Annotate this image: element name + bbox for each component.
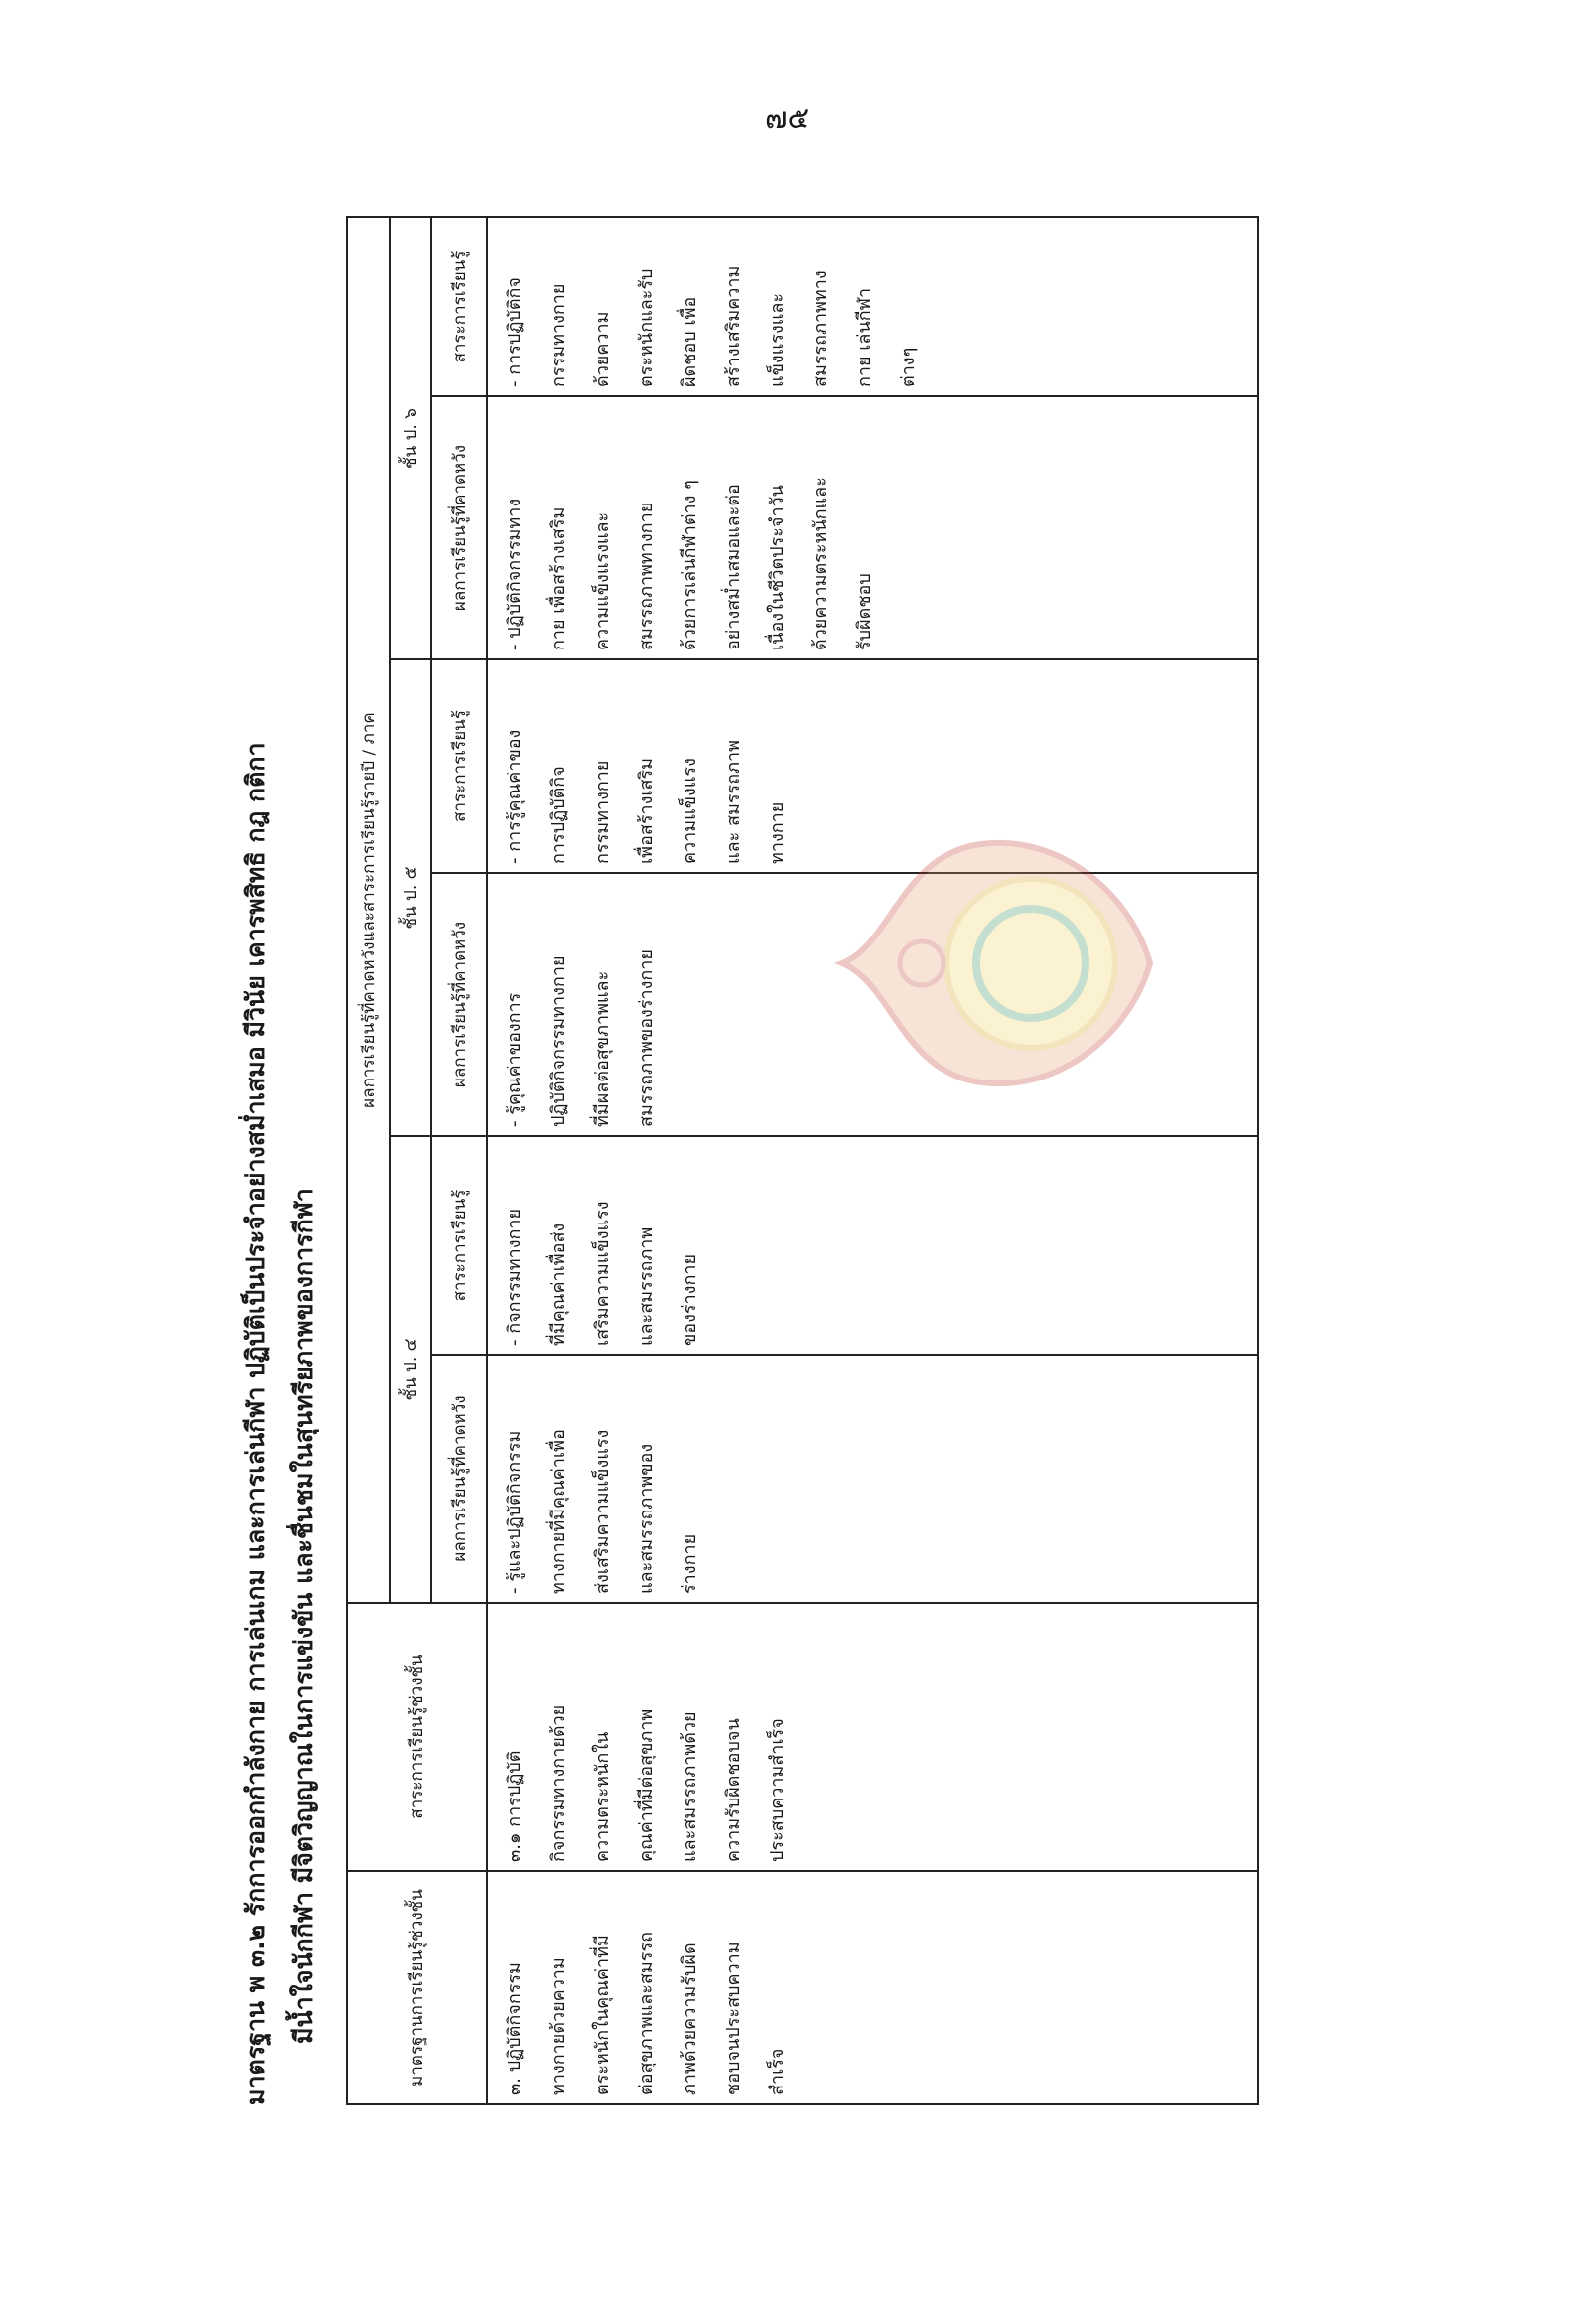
header-content-p6: สาระการเรียนรู้ — [431, 217, 487, 396]
cell-line: ปฏิบัติกิจกรรมทางกาย — [548, 955, 569, 1127]
cell-line: ต่อสุขภาพและสมรรถ — [636, 1931, 656, 2095]
cell-line: ทางกายด้วยความ — [548, 1957, 569, 2095]
cell-line: แข็งแรงและ — [767, 292, 788, 387]
cell-line: ความตระหนักใน — [592, 1731, 613, 1862]
cell-standard — [487, 1871, 1258, 2104]
cell-line: กาย เล่นกีฬา — [854, 287, 875, 387]
cell-p5-outcome — [487, 873, 1258, 1136]
cell-line: ผิดชอบ เพื่อ — [679, 296, 700, 387]
page-number: ๗๕ — [765, 101, 810, 136]
cell-line: ชอบจนประสบความ — [723, 1942, 744, 2095]
cell-line: สมรรถภาพของร่างกาย — [636, 949, 656, 1127]
cell-line: ความรับผิดชอบจน — [723, 1718, 744, 1862]
cell-line: เพื่อสร้างเสริม — [636, 757, 656, 864]
cell-p6-content — [487, 217, 1258, 396]
cell-line: กาย เพื่อสร้างเสริม — [548, 506, 569, 650]
cell-line: อย่างสม่ำเสมอและต่อ — [723, 484, 744, 650]
header-core-content: สาระการเรียนรู้ช่วงชั้น — [347, 1603, 487, 1871]
cell-line: คุณค่าที่มีต่อสุขภาพ — [636, 1708, 656, 1862]
header-outcome-p5: ผลการเรียนรู้ที่คาดหวัง — [431, 873, 487, 1136]
cell-line: ความแข็งแรงและ — [592, 511, 613, 650]
cell-line: ตระหนักในคุณค่าที่มี — [592, 1935, 613, 2095]
curriculum-table — [346, 216, 1259, 2105]
title-line-1: มาตรฐาน พ ๓.๒ รักการออกกำลังกาย การเล่นเกม และการเล่นกีฬา ปฏิบัติเป็นประจำอย่างสม่ำเสมอ มีวินัย เคารพสิทธิ กฎ กติกา — [241, 742, 270, 2105]
cell-line: เนื่องในชีวิตประจำวัน — [767, 485, 788, 650]
cell-line: - การปฏิบัติกิจ — [505, 277, 525, 387]
header-standard: มาตรฐานการเรียนรู้ช่วงชั้น — [347, 1871, 487, 2104]
header-grade-p4: ชั้น ป. ๔ — [390, 1136, 431, 1603]
cell-line: ร่างกาย — [679, 1533, 700, 1594]
cell-line: ของร่างกาย — [679, 1253, 700, 1346]
cell-line: ทางกายที่มีคุณค่าเพื่อ — [548, 1429, 569, 1594]
cell-line: - การรู้คุณค่าของ — [505, 729, 525, 864]
cell-line: การปฏิบัติกิจ — [548, 766, 569, 864]
cell-core-content — [487, 1603, 1258, 1871]
cell-line: กรรมทางกาย — [548, 283, 569, 387]
cell-line: สร้างเสริมความ — [723, 265, 744, 387]
cell-line: ทางกาย — [767, 801, 788, 864]
cell-line: สำเร็จ — [767, 2048, 788, 2095]
cell-line: ต่างๆ — [898, 347, 919, 387]
header-outcome-p6: ผลการเรียนรู้ที่คาดหวัง — [431, 396, 487, 659]
cell-line: - ปฏิบัติกิจกรรมทาง — [505, 498, 525, 650]
cell-line: ประสบความสำเร็จ — [767, 1718, 788, 1862]
cell-line: เสริมความแข็งแรง — [592, 1201, 613, 1346]
header-outcomes-group: ผลการเรียนรู้ที่คาดหวังและสาระการเรียนรู้รายปี / ภาค — [347, 217, 390, 1603]
cell-line: กิจกรรมทางกายด้วย — [548, 1704, 569, 1862]
cell-line: และสมรรถภาพของ — [636, 1443, 656, 1594]
cell-p4-content — [487, 1136, 1258, 1355]
cell-line: และสมรรถภาพด้วย — [679, 1711, 700, 1862]
cell-line: สมรรถภาพทาง — [810, 270, 831, 387]
cell-line: และ สมรรถภาพ — [723, 740, 744, 864]
cell-p4-outcome — [487, 1355, 1258, 1603]
cell-line: ด้วยความตระหนักและ — [810, 477, 831, 650]
cell-line: ตระหนักและรับ — [636, 268, 656, 387]
cell-line: ๓. ปฏิบัติกิจกรรม — [505, 1962, 525, 2095]
cell-line: ความแข็งแรง — [679, 758, 700, 864]
cell-line: - รู้และปฏิบัติกิจกรรม — [505, 1430, 525, 1594]
cell-p5-content — [487, 659, 1258, 873]
cell-line: ด้วยความ — [592, 311, 613, 387]
cell-line: ส่งเสริมความแข็งแรง — [592, 1429, 613, 1594]
rotated-page-content — [236, 218, 1488, 2105]
cell-line: ๓.๑ การปฏิบัติ — [505, 1750, 525, 1862]
header-grade-p6: ชั้น ป. ๖ — [390, 217, 431, 659]
cell-line: - กิจกรรมทางกาย — [505, 1208, 525, 1346]
title-line-2: มีน้ำใจนักกีฬา มีจิตวิญญาณในการแข่งขัน และชื่นชมในสุนทรียภาพของการกีฬา — [289, 1188, 318, 2044]
cell-line: ภาพด้วยความรับผิด — [679, 1943, 700, 2095]
table-row — [487, 217, 1258, 2104]
header-content-p5: สาระการเรียนรู้ — [431, 659, 487, 873]
cell-line: รับผิดชอบ — [854, 573, 875, 650]
cell-line: กรรมทางกาย — [592, 760, 613, 864]
cell-line: - รู้คุณค่าของการ — [505, 992, 525, 1127]
header-grade-p5: ชั้น ป. ๕ — [390, 659, 431, 1136]
cell-line: ที่มีคุณค่าเพื่อส่ง — [548, 1223, 569, 1346]
cell-line: สมรรถภาพทางกาย — [636, 502, 656, 650]
header-content-p4: สาระการเรียนรู้ — [431, 1136, 487, 1355]
header-outcome-p4: ผลการเรียนรู้ที่คาดหวัง — [431, 1355, 487, 1603]
cell-line: ด้วยการเล่นกีฬาต่าง ๆ — [679, 480, 700, 650]
cell-line: ที่มีผลต่อสุขภาพและ — [592, 970, 613, 1127]
cell-line: และสมรรถภาพ — [636, 1226, 656, 1346]
cell-p6-outcome — [487, 396, 1258, 659]
